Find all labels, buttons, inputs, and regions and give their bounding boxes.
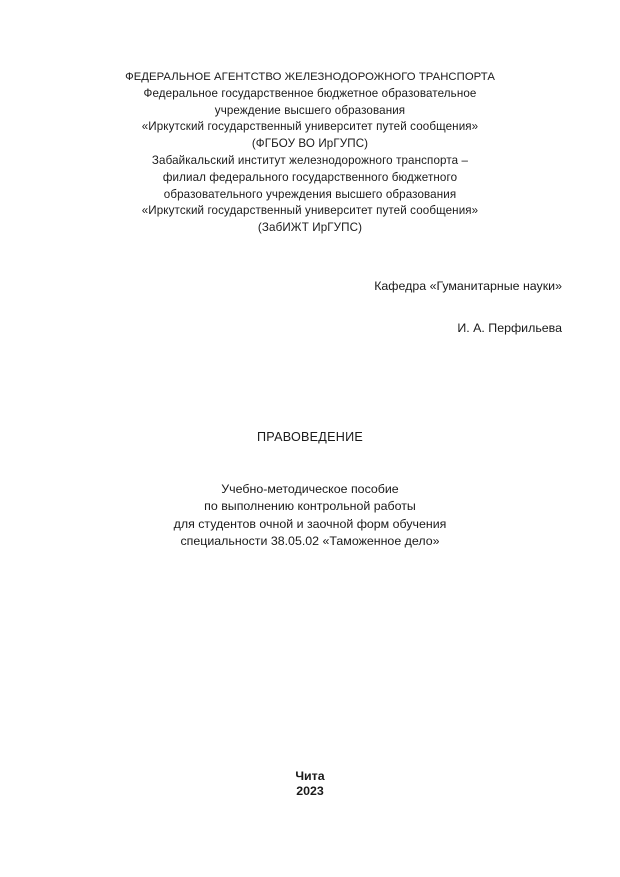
subtitle-line-type: Учебно-методическое пособие [221,482,399,496]
org-header-line-8: образовательного учреждения высшего образования [163,187,457,201]
org-header-line-abbrev-zabizht: (ЗабИЖТ ИрГУПС) [257,221,363,235]
org-header-line-abbrev-irgups: (ФГБОУ ВО ИрГУПС) [251,137,369,151]
attribution-block [58,278,562,337]
subtitle-line-audience: для студентов очной и заочной форм обучения [173,516,447,531]
org-header-line-2: Федеральное государственное бюджетное образовательное [143,86,477,100]
author-name: И. А. Перфильева [457,321,562,335]
imprint-block [0,769,620,800]
org-header-line-3: учреждение высшего образования [214,103,406,117]
imprint-city: Чита [295,768,325,783]
org-header-line-6: Забайкальский институт железнодорожного транспорта – [151,153,469,167]
organisation-header [58,69,562,237]
subtitle-line-specialty: специальности 38.05.02 «Таможенное дело» [180,534,440,549]
department-name: Кафедра «Гуманитарные науки» [374,279,562,293]
document-subtitle [58,481,562,551]
subtitle-line-purpose: по выполнению контрольной работы [204,499,416,514]
org-header-line-agency: ФЕДЕРАЛЬНОЕ АГЕНТСТВО ЖЕЛЕЗНОДОРОЖНОГО ТРАНСПОРТА [125,71,495,83]
org-header-line-7: филиал федерального государственного бюджетного [162,170,458,184]
org-header-line-4: «Иркутский государственный университет путей сообщения» [141,120,479,134]
document-title: ПРАВОВЕДЕНИЕ [256,430,364,444]
imprint-year: 2023 [296,784,324,799]
org-header-line-9: «Иркутский государственный университет путей сообщения» [141,204,479,218]
